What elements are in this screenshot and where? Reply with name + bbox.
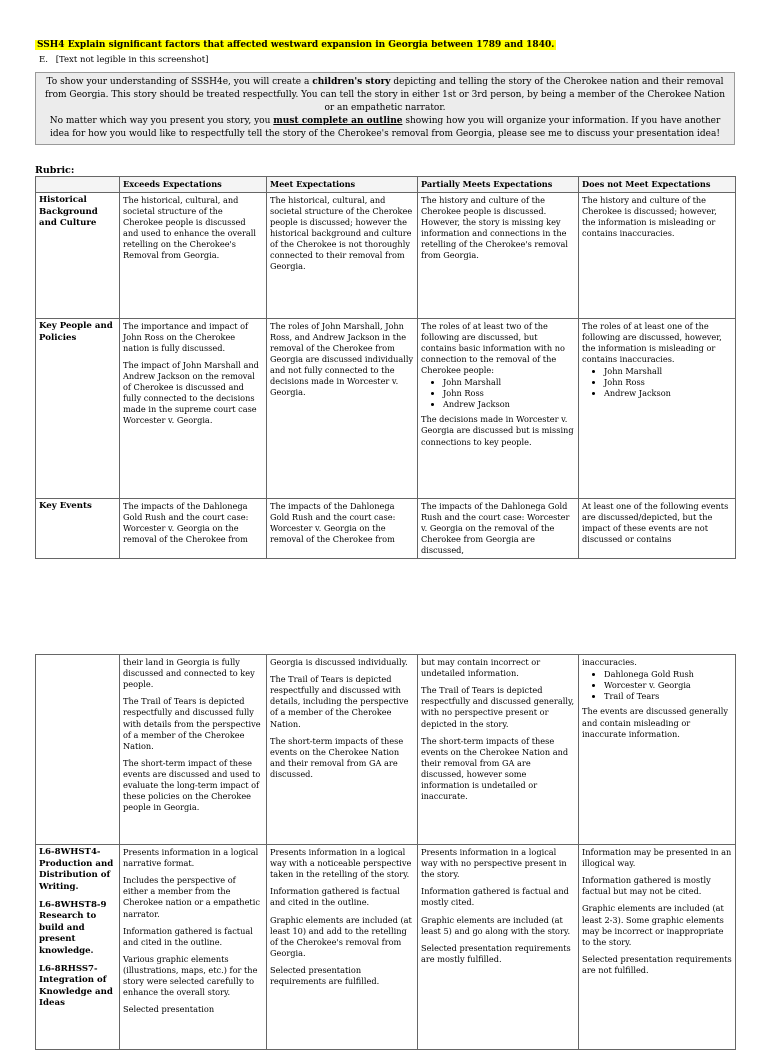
page-break (35, 559, 735, 654)
cell-writing-not-meet: Information may be presented in an illogical way. Information gathered is mostly factual but may not be cited. Graphic elements are included (at least 2-3). Some graphic elements may be incorrect or inappropriate to the story. Selected presentation requirements are not fulfilled. (579, 845, 736, 1050)
standard-title: SSH4 Explain significant factors that affected westward expansion in Georgia between 1789 and 1840. (37, 40, 555, 50)
partial-people-list (435, 377, 575, 410)
cell-people-partial: The roles of at least two of the following are discussed, but contains basic information with no connection to the removal of the Cherokee people: • John Marshall • John Ross • Andrew Jackson The decisions made in Worcester v. Georgia are discussed but is missing connections to key people. (418, 318, 579, 498)
cell-people-not-meet: The roles of at least one of the following are discussed, however, the information is misleading or contains inaccuracies. • John Marshall • John Ross • Andrew Jackson (579, 318, 736, 498)
rubric-label: Rubric: (35, 164, 75, 176)
list-item: • Worcester v. Georgia (604, 680, 732, 691)
intro-paragraph-2: No matter which way you present you story, you must complete an outline showing how you will organize your information. If you have another idea for how you would like to respectfully tell the story of the Cherokee's removal from Georgia, please see me to discuss your presentation idea! (49, 115, 721, 139)
row-label-writing: L6-8WHST4-Production and Distribution of Writing. L6-8WHST8-9 Research to build and present knowledge. L6-8RHSS7-Integration of Knowledge and Ideas (36, 845, 120, 1050)
task-label: E. (39, 55, 48, 65)
cell-writing-exceeds: Presents information in a logical narrative format. Includes the perspective of either a member from the Cherokee nation or a empathetic narrator. Information gathered is factual and cited in the outline. Various graphic elements (illustrations, maps, etc.) for the story were selected carefully to enhance the overall story. Selected presentation (120, 845, 267, 1050)
header-blank (36, 176, 120, 192)
rubric-table-part-1 (35, 176, 736, 559)
list-item: • John Ross (604, 377, 732, 388)
cell-historical-partial: The history and culture of the Cherokee people is discussed. However, the story is missing key information and connections in the retelling of the Cherokee's removal from Georgia. (418, 192, 579, 318)
list-item: • John Marshall (443, 377, 575, 388)
cell-historical-meets: The historical, cultural, and societal structure of the Cherokee people is discussed; however the historical background and culture of the Cherokee is not thoroughly connected to their removal from Georgia. (267, 192, 418, 318)
header-partial: Partially Meets Expectations (418, 176, 579, 192)
intro-box (35, 72, 735, 145)
task-text: [Text not legible in this screenshot] (55, 55, 209, 65)
intro-paragraph-1: To show your understanding of SSSH4e, you will create a children's story depicting and telling the story of the Cherokee nation and their removal from Georgia. This story should be treated respectfully. You can tell the story in either 1st or 3rd person, by being a member of the Cherokee Nation or an empathetic narrator. (44, 76, 726, 113)
cell-events-meets: The impacts of the Dahlonega Gold Rush and the court case: Worcester v. Georgia on the removal of the Cherokee from (267, 498, 418, 558)
not-meet-people-list (596, 366, 732, 399)
cell-events-not-meet: At least one of the following events are discussed/depicted, but the impact of these events are not discussed or contains (579, 498, 736, 558)
cell-writing-partial: Presents information in a logical way with no perspective present in the story. Information gathered is factual and mostly cited. Graphic elements are included (at least 5) and go along with the story. Selected presentation requirements are mostly fulfilled. (418, 845, 579, 1050)
standard-task (39, 55, 735, 66)
row-events-part-1 (36, 498, 736, 558)
header-not-meet: Does not Meet Expectations (579, 176, 736, 192)
cell-events-exceeds-cont: their land in Georgia is fully discussed and connected to key people. The Trail of Tears is depicted respectfully and discussed fully with details from the perspective of a member of the Cherokee Nation. The short-term impact of these events are discussed and used to evaluate the long-term impact of these policies on the Cherokee people in Georgia. (120, 655, 267, 845)
row-label-people: Key People and Policies (36, 318, 120, 498)
list-item: • Andrew Jackson (604, 388, 732, 399)
cell-people-exceeds: The importance and impact of John Ross on the Cherokee nation is fully discussed. The impact of John Marshall and Andrew Jackson on the removal of Cherokee is discussed and fully connected to the decisions made in the supreme court case Worcester v. Georgia. (120, 318, 267, 498)
row-label-historical: Historical Background and Culture (36, 192, 120, 318)
row-label-events-cont (36, 655, 120, 845)
row-label-events: Key Events (36, 498, 120, 558)
row-writing (36, 845, 736, 1050)
row-people (36, 318, 736, 498)
rubric-table-part-2 (35, 654, 736, 1050)
cell-writing-meets: Presents information in a logical way with a noticeable perspective taken in the retelling of the story. Information gathered is factual and cited in the outline. Graphic elements are included (at least 10) and add to the retelling of the Cherokee's removal from Georgia. Selected presentation requirements are fulfilled. (267, 845, 418, 1050)
cell-historical-not-meet: The history and culture of the Cherokee is discussed; however, the information is misleading or contains inaccuracies. (579, 192, 736, 318)
row-events-part-2 (36, 655, 736, 845)
not-meet-events-list (596, 669, 732, 702)
cell-events-exceeds: The impacts of the Dahlonega Gold Rush and the court case: Worcester v. Georgia on the removal of the Cherokee from (120, 498, 267, 558)
row-historical (36, 192, 736, 318)
list-item: • Andrew Jackson (443, 399, 575, 410)
cell-people-meets: The roles of John Marshall, John Ross, and Andrew Jackson in the removal of the Cherokee from Georgia are discussed individually and not fully connected to the decisions made in Worcester v. Georgia. (267, 318, 418, 498)
header-exceeds: Exceeds Expectations (120, 176, 267, 192)
list-item: • John Ross (443, 388, 575, 399)
rubric-header-row (36, 176, 736, 192)
cell-events-partial-cont: but may contain incorrect or undetailed information. The Trail of Tears is depicted respectfully and discussed generally, with no perspective present or depicted in the story. The short-term impacts of these events on the Cherokee Nation and their removal from GA are discussed, however some information is undetailed or inaccurate. (418, 655, 579, 845)
document-page (35, 32, 735, 1050)
outline-emphasis: must complete an outline (273, 115, 403, 126)
header-meets: Meet Expectations (267, 176, 418, 192)
list-item: • Dahlonega Gold Rush (604, 669, 732, 680)
cell-events-meets-cont: Georgia is discussed individually. The Trail of Tears is depicted respectfully and discussed with details, including the perspective of a member of the Cherokee Nation. The short-term impacts of these events on the Cherokee Nation and their removal from GA are discussed. (267, 655, 418, 845)
cell-events-not-meet-cont: inaccuracies. • Dahlonega Gold Rush • Worcester v. Georgia • Trail of Tears The events are discussed generally and contain misleading or inaccurate information. (579, 655, 736, 845)
cell-events-partial: The impacts of the Dahlonega Gold Rush and the court case: Worcester v. Georgia on the removal of the Cherokee from Georgia are discussed, (418, 498, 579, 558)
cell-historical-exceeds: The historical, cultural, and societal structure of the Cherokee people is discussed and used to enhance the overall retelling on the Cherokee's Removal from Georgia. (120, 192, 267, 318)
list-item: • John Marshall (604, 366, 732, 377)
standard-header (35, 32, 735, 51)
list-item: • Trail of Tears (604, 691, 732, 702)
story-emphasis: children's story (312, 76, 391, 87)
